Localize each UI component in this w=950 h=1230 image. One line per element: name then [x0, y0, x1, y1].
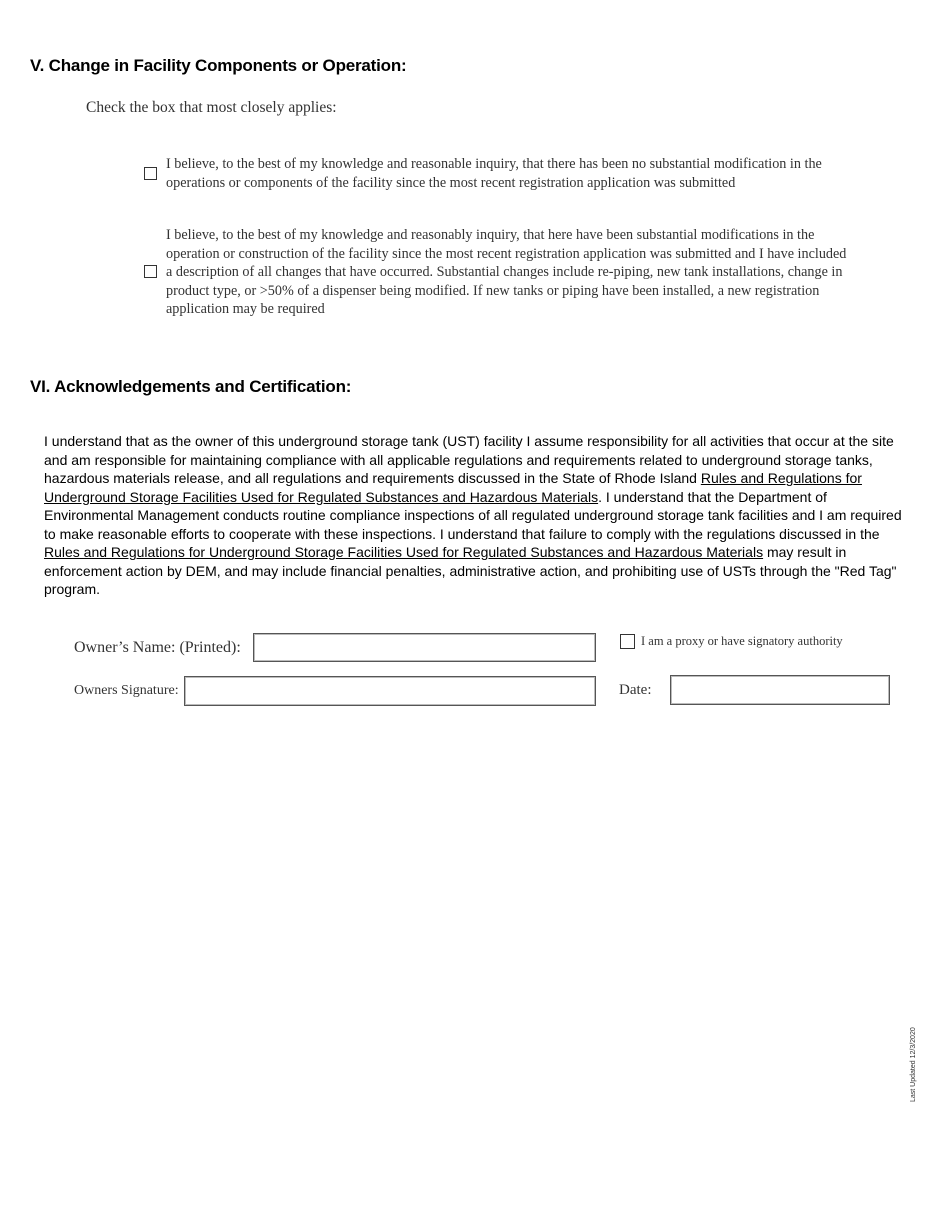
date-label: Date:: [619, 682, 652, 698]
option-no-modification-label: I believe, to the best of my knowledge and reasonable inquiry, that there has been no substantial modification in the operations or components of the facility since the most recent registration application was submitted: [166, 156, 822, 191]
regulations-link-1[interactable]: Rules and Regulations for Underground Storage Facilities Used for Regulated Substances and Hazardous Materials: [44, 470, 862, 505]
acknowledgement-paragraph: [44, 432, 910, 599]
ack-text-2: . I understand that the Department of Environmental Management conducts routine compliance inspections of all regulated underground storage tank facilities and I am required to make reasonable efforts to cooperate with these inspections. I understand that failure to comply with the regulations discussed in the: [44, 488, 902, 542]
signature-field[interactable]: [184, 676, 596, 706]
owner-name-label: Owner’s Name: (Printed):: [74, 639, 241, 656]
option-substantial-modification-checkbox[interactable]: [144, 265, 157, 278]
owner-name-field[interactable]: [253, 633, 596, 662]
section-6-heading: VI. Acknowledgements and Certification:: [30, 377, 352, 396]
ack-text-3: may result in enforcement action by DEM, and may include financial penalties, administrative action, and prohibiting use of USTs through the "Red Tag" program.: [44, 544, 897, 597]
proxy-checkbox[interactable]: [620, 634, 635, 649]
section-5-instruction: Check the box that most closely applies:: [86, 99, 337, 116]
date-field[interactable]: [670, 675, 890, 705]
proxy-label: I am a proxy or have signatory authority: [641, 634, 843, 648]
last-updated-note: Last Updated 12/3/2020: [910, 1027, 917, 1102]
ack-text-1: I understand that as the owner of this underground storage tank (UST) facility I assume responsibility for all activities that occur at the site and am responsible for maintaining compliance with all applicable regulations and requirements related to underground storage tanks, hazardous materials release, and all regulations and requirements discussed in the State of Rhode Island: [44, 433, 894, 486]
option-substantial-modification-label: I believe, to the best of my knowledge and reasonably inquiry, that here have been substantial modifications in the operation or construction of the facility since the most recent registration application was submitted and I have included a description of all changes that have occurred. Substantial changes include re-piping, new tank installations, change in product type, or >50% of a dispenser being modified. If new tanks or piping have been installed, a new registration application may be required: [166, 227, 847, 317]
regulations-link-2[interactable]: Rules and Regulations for Underground Storage Facilities Used for Regulated Substances and Hazardous Materials: [44, 544, 764, 560]
signature-label: Owners Signature:: [74, 683, 179, 698]
section-5-heading: V. Change in Facility Components or Operation:: [30, 56, 407, 75]
option-no-modification-checkbox[interactable]: [144, 167, 157, 180]
